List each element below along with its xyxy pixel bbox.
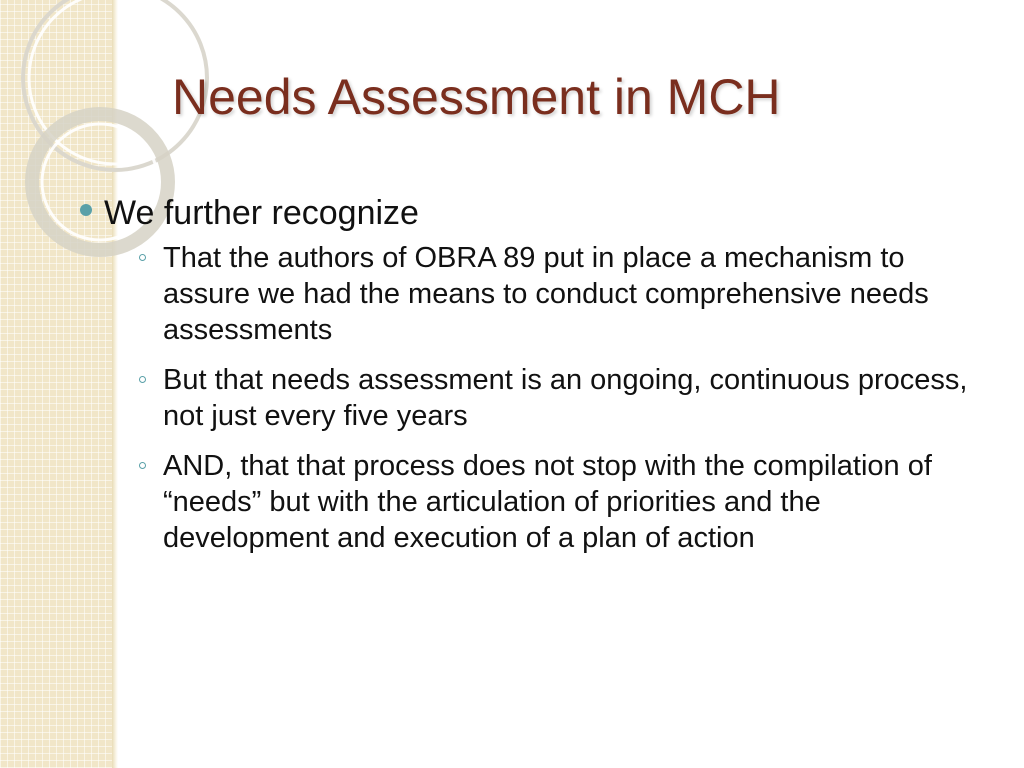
slide-title: Needs Assessment in MCH [172, 69, 781, 125]
hollow-circle-bullet-icon [139, 462, 146, 469]
sub-bullet-text: That the authors of OBRA 89 put in place a mechanism to assure we had the means to conduct comprehensive needs assessments [163, 242, 929, 346]
bullet-text: We further recognize [104, 194, 419, 232]
sub-bullet-list [104, 240, 994, 556]
hollow-circle-bullet-icon [139, 376, 146, 383]
bullet-dot-icon [80, 204, 92, 216]
slide-body [74, 188, 994, 570]
sub-bullet-item [134, 362, 994, 434]
sub-bullet-item [134, 448, 994, 556]
sub-bullet-text: But that needs assessment is an ongoing, continuous process, not just every five years [163, 364, 968, 432]
hollow-circle-bullet-icon [139, 254, 146, 261]
sub-bullet-text: AND, that that process does not stop with the compilation of “needs” but with the articulation of priorities and the development and execution of a plan of action [163, 450, 932, 554]
sub-bullet-item [134, 240, 994, 348]
bullet-item [74, 188, 994, 556]
